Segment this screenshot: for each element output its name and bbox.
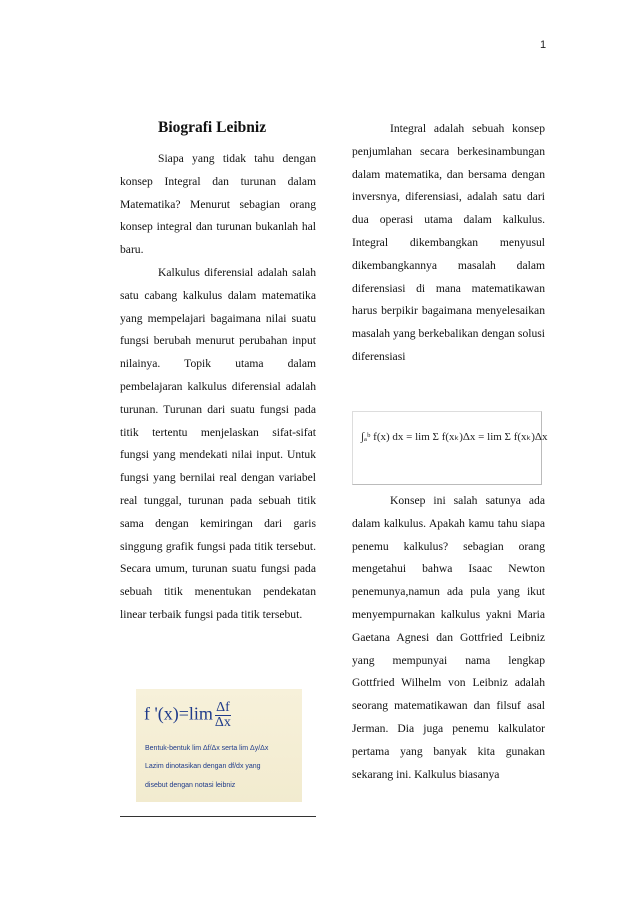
article-title: Biografi Leibniz — [158, 119, 267, 136]
integral-formula: ∫ₐᵇ f(x) dx = lim Σ f(xₖ)Δx = lim Σ f(xₖ)Δx — [361, 431, 548, 443]
page-number: 1 — [540, 39, 547, 51]
derivative-formula: f '(x)=lim $\frac{\Delta f}{\Delta x}$ — [144, 700, 231, 730]
integral-formula-figure — [352, 411, 548, 485]
derivative-notation-figure — [136, 689, 302, 802]
differential-paragraph: Kalkulus diferensial adalah salah satu cabang kalkulus dalam matematika yang mempelajari bagaimana nilai suatu fungsi berubah menurut perubahan input nilainya. Topik utama dalam pembelajaran kalkulus diferensial adalah turunan. Turunan dari suatu fungsi pada titik tertentu menjelaskan sifat-sifat fungsi yang mendekati nilai input. Untuk fungsi yang bernilai real dengan variabel real tunggal, turunan pada sebuah titik sama dengan kemiringan dari garis singgung grafik fungsi pada titik tersebut. Secara umum, turunan suatu fungsi pada sebuah titik menentukan pendekatan linear terbaik fungsi pada titik tersebut. — [120, 265, 316, 621]
left-column — [120, 118, 316, 627]
intro-paragraph: Siapa yang tidak tahu dengan konsep Integral dan turunan dalam Matematika? Menurut sebagian orang konsep integral dan turunan bukanlah hal baru. — [120, 152, 316, 257]
footnote-divider — [120, 816, 316, 817]
right-column — [352, 118, 545, 369]
right-column-continued — [352, 490, 545, 786]
figure-line-forms: Bentuk-bentuk lim Δf/Δx serta lim Δy/Δx — [145, 745, 269, 752]
figure-line-leibniz: disebut dengan notasi leibniz — [145, 782, 236, 789]
integral-paragraph: Integral adalah sebuah konsep penjumlahan secara berkesinambungan dalam matematika, dan bersama dengan inversnya, diferensiasi, adalah satu dari dua operasi utama dalam kalkulus. Integral dikembangkan menyusul dikembangkannya masalah dalam diferensiasi di mana matematikawan harus berpikir bagaimana menyelesaikan masalah yang berkebalikan dengan solusi diferensiasi — [352, 122, 545, 363]
figure-line-notation: Lazim dinotasikan dengan df/dx yang — [145, 763, 261, 770]
calculus-history-paragraph: Konsep ini salah satunya ada dalam kalkulus. Apakah kamu tahu siapa penemu kalkulus? sebagian orang mengetahui bahwa Isaac Newton penemunya,namun ada pula yang ikut menyempurnakan kalkulus yakni Maria Gaetana Agnesi dan Gottfried Leibniz yang mempunyai nama lengkap Gottfried Wilhelm von Leibniz adalah seorang matematikawan dan filsuf asal Jerman. Dia juga penemu kalkulator pertama yang banyak kita gunakan sekarang ini. Kalkulus biasanya — [352, 494, 545, 781]
